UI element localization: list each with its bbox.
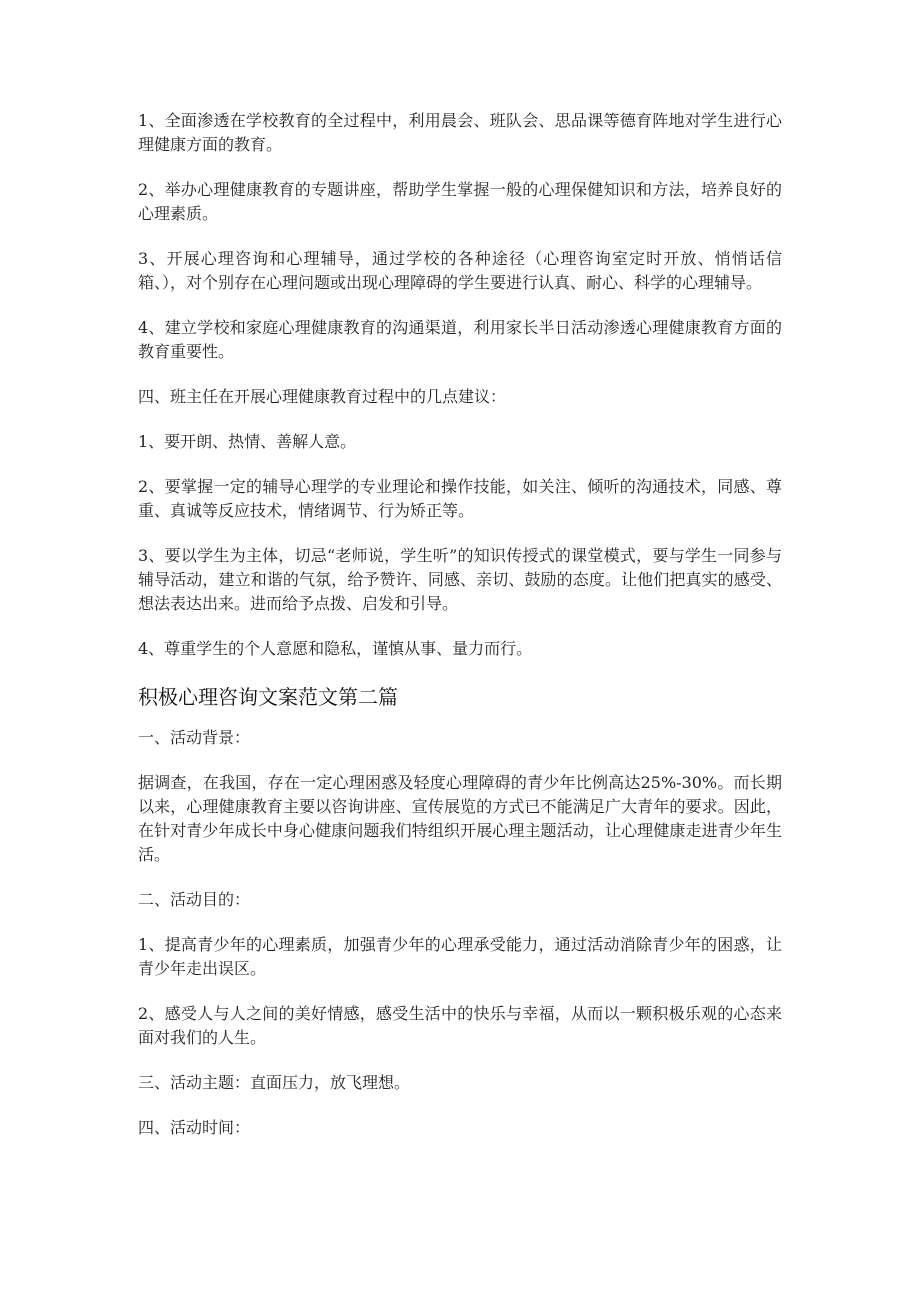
paragraph: 1、要开朗、热情、善解人意。 xyxy=(138,432,357,451)
paragraph: 3、要以学生为主体，切忌“老师说，学生听”的知识传授式的课堂模式，要与学生一同参与辅导活动，建立和谐的气氛，给予赞许、同感、亲切、鼓励的态度。让他们把真实的感受、想法表达出来。进而给予点拨、启发和引导。 xyxy=(138,546,782,613)
paragraph: 1、全面渗透在学校教育的全过程中，利用晨会、班队会、思品课等德育阵地对学生进行心理健康方面的教育。 xyxy=(138,111,782,154)
paragraph: 1、提高青少年的心理素质，加强青少年的心理承受能力，通过活动消除青少年的困惑，让青少年走出误区。 xyxy=(138,935,782,978)
paragraph: 2、感受人与人之间的美好情感，感受生活中的快乐与幸福，从而以一颗积极乐观的心态来面对我们的人生。 xyxy=(138,1004,782,1047)
subsection-heading: 四、班主任在开展心理健康教育过程中的几点建议： xyxy=(138,387,507,406)
paragraph: 3、开展心理咨询和心理辅导，通过学校的各种途径（心理咨询室定时开放、悄悄话信箱、），对个别存在心理问题或出现心理障碍的学生要进行认真、耐心、科学的心理辅导。 xyxy=(138,249,782,292)
subsection-heading: 二、活动目的： xyxy=(138,890,251,909)
paragraph: 4、建立学校和家庭心理健康教育的沟通渠道，利用家长半日活动渗透心理健康教育方面的教育重要性。 xyxy=(138,318,782,361)
subsection-heading: 一、活动背景： xyxy=(138,728,251,747)
paragraph: 据调查，在我国，存在一定心理困惑及轻度心理障碍的青少年比例高达25%-30%。而长期以来，心理健康教育主要以咨询讲座、宣传展览的方式已不能满足广大青年的要求。因此，在针对青少年成长中身心健康问题我们特组织开展心理主题活动，让心理健康走进青少年生活。 xyxy=(138,773,782,864)
paragraph: 4、尊重学生的个人意愿和隐私，谨慎从事、量力而行。 xyxy=(138,639,533,658)
paragraph: 2、要掌握一定的辅导心理学的专业理论和操作技能，如关注、倾听的沟通技术，同感、尊重、真诚等反应技术，情绪调节、行为矫正等。 xyxy=(138,477,782,520)
section-heading: 积极心理咨询文案范文第二篇 xyxy=(138,685,398,709)
subsection-heading: 四、活动时间： xyxy=(138,1118,251,1137)
paragraph: 2、举办心理健康教育的专题讲座，帮助学生掌握一般的心理保健知识和方法，培养良好的心理素质。 xyxy=(138,180,782,223)
document-page xyxy=(138,109,782,1161)
subsection-heading: 三、活动主题：直面压力，放飞理想。 xyxy=(138,1073,411,1092)
